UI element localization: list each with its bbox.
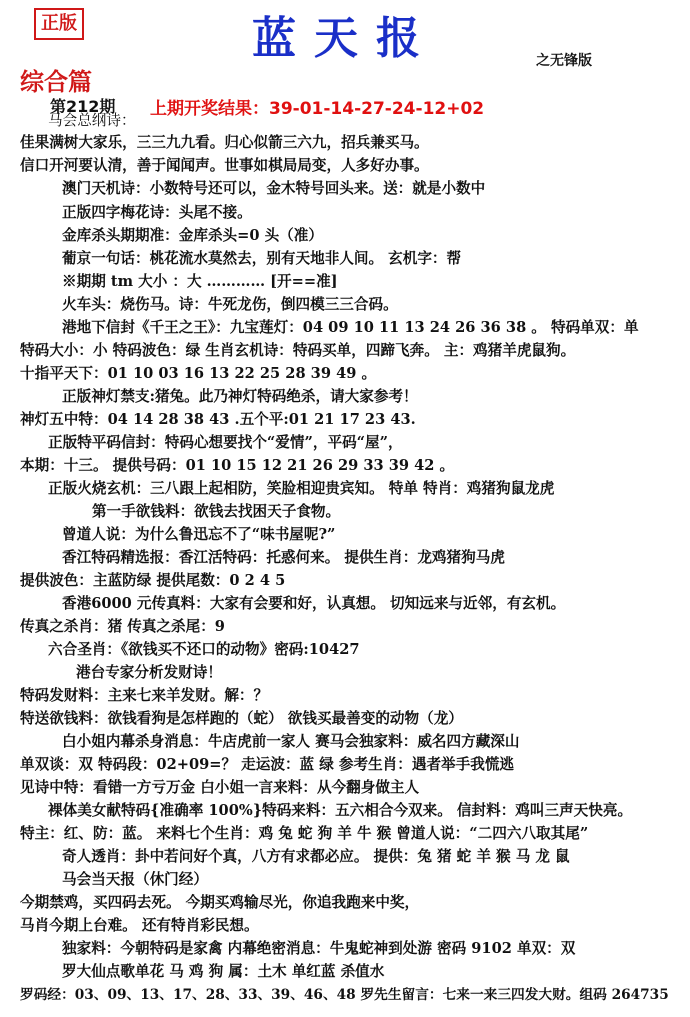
text-line: 特码大小：小 特码波色：绿 生肖玄机诗：特码买单，四蹄飞奔。 主：鸡猪羊虎鼠狗。	[20, 342, 576, 359]
text-line: 正版神灯禁支:猪兔。此乃神灯特码绝杀，请大家参考！	[62, 388, 418, 405]
issue-number: 第212期	[50, 97, 116, 116]
text-line: 正版火烧玄机：三八跟上起相防，笑脸相迎贵宾知。 特单 特肖：鸡猪狗鼠龙虎	[48, 480, 555, 497]
last-draw-result	[150, 94, 484, 119]
text-line: 佳果满树大家乐，三三九九看。归心似箭三六九，招兵兼买马。	[20, 134, 429, 151]
text-line: 马会当天报（休门经）	[62, 871, 208, 888]
text-line: 港地下信封《千王之王》：九宝莲灯：04 09 10 11 13 24 26 36 38 。 特码单双：单	[62, 319, 639, 336]
text-line: 葡京一句话：桃花流水莫然去，别有天地非人间。 玄机字：帮	[62, 250, 462, 267]
text-line: 香港6000 元传真料：大家有会要和好，认真想。 切知远来与近邻，有玄机。	[62, 595, 566, 612]
text-line: 六合圣肖：《欲钱买不还口的动物》密码:10427	[48, 641, 360, 658]
text-line: 马肖今期上台难。 还有特肖彩民想。	[20, 917, 259, 934]
text-line: 见诗中特：看错一方亏万金 白小姐一言来料：从今翻身做主人	[20, 779, 420, 796]
text-line: 十指平天下：01 10 03 16 13 22 25 28 39 49 。	[20, 365, 377, 382]
text-line: 金库杀头期期准：金库杀头=0 头（准）	[62, 227, 323, 244]
text-line: ※期期 tm 大小 ：大 ………… [开==准]	[62, 273, 338, 290]
text-line: 罗大仙点歌单花 马 鸡 狗 属：土木 单红蓝 杀值水	[62, 963, 385, 980]
text-line: 传真之杀肖：猪 传真之杀尾：9	[20, 618, 225, 635]
text-line: 神灯五中特：04 14 28 38 43 .五个平:01 21 17 23 43.	[20, 411, 416, 428]
text-line: 澳门天机诗：小数特号还可以，金木特号回头来。送：就是小数中	[62, 180, 486, 197]
text-line: 正版特平码信封：特码心想要找个“爱情”，平码“屋”，	[48, 434, 403, 451]
text-line: 罗码经：03、09、13、17、28、33、39、46、48 罗先生留言：七来一来三四发大财。组码 264735	[20, 987, 669, 1003]
text-line: 奇人透肖：卦中若问好个真，八方有求都必应。 提供：兔 猪 蛇 羊 猴 马 龙 鼠	[62, 848, 570, 865]
text-line: 今期禁鸡，买四码去死。 今期买鸡输尽光，你追我跑来中奖，	[20, 894, 420, 911]
text-line: 特主：红、防：蓝。 来料七个生肖：鸡 兔 蛇 狗 羊 牛 猴 曾道人说：“二四六八取其尾”	[20, 825, 589, 842]
text-line: 特送欲钱料：欲钱看狗是怎样跑的（蛇） 欲钱买最善变的动物（龙）	[20, 710, 463, 727]
text-line: 正版四字梅花诗：头尾不接。	[62, 204, 252, 221]
text-line: 独家料：今朝特码是家禽 内幕绝密消息：牛鬼蛇神到处游 密码 9102 单双：双	[62, 940, 576, 957]
text-line: 曾道人说：为什么鲁迅忘不了“味书屋呢?”	[62, 526, 336, 543]
edition-label: 之无锋版	[536, 53, 592, 69]
text-line: 裸体美女献特码{准确率 100%}特码来料：五六相合今双来。 信封料：鸡叫三声天快亮。	[48, 802, 633, 819]
text-line: 马会总纲诗：	[48, 112, 136, 129]
section-heading: 综合篇	[20, 67, 92, 96]
text-line: 本期：十三。 提供号码：01 10 15 12 21 26 29 33 39 42 。	[20, 457, 455, 474]
text-line: 香江特码精选报：香江活特码：托惑何来。 提供生肖：龙鸡猪狗马虎	[62, 549, 505, 566]
text-line: 信口开河要认清，善于闻闻声。世事如棋局局变，人多好办事。	[20, 157, 429, 174]
text-line: 单双谈：双 特码段：02+09=？ 走运波：蓝 绿 参考生肖：遇者举手我慌逃	[20, 756, 515, 773]
zhengban-stamp: 正版	[34, 8, 84, 40]
text-line: 白小姐内幕杀身消息：牛店虎前一家人 赛马会独家料：威名四方藏深山	[62, 733, 520, 750]
text-line: 火车头：烧伤马。诗：牛死龙伤，倒四模三三合码。	[62, 296, 398, 313]
newspaper-title: 蓝天报	[252, 13, 438, 64]
text-line: 第一手欲钱料：欲钱去找困天子食物。	[92, 503, 341, 520]
result-label: 上期开奖结果：	[150, 99, 269, 119]
text-line: 港台专家分析发财诗！	[76, 664, 222, 681]
text-line: 特码发财料：主来七来羊发财。解：？	[20, 687, 269, 704]
text-line: 提供波色：主蓝防绿 提供尾数：0 2 4 5	[20, 572, 286, 589]
result-value: 39-01-14-27-24-12+02	[269, 99, 485, 119]
